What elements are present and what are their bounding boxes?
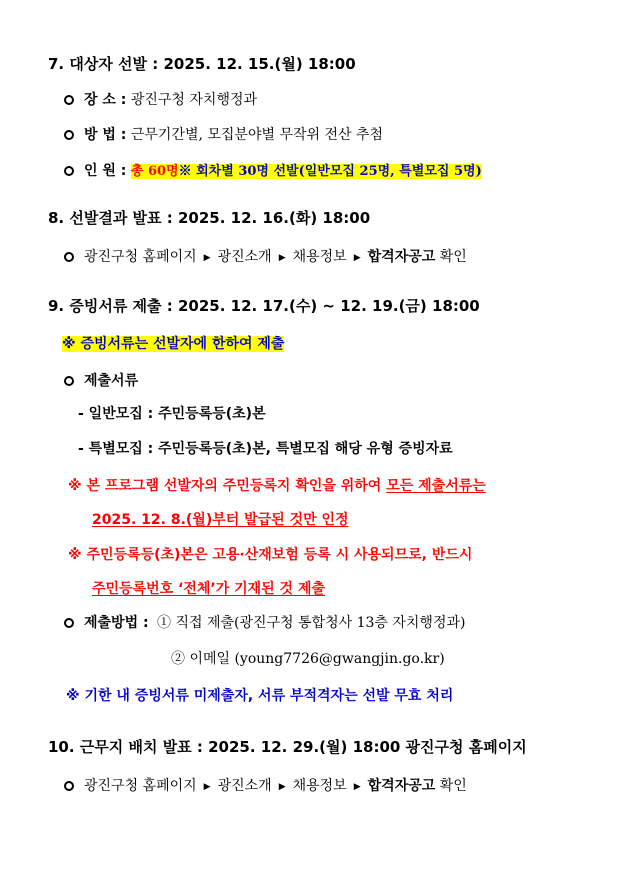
- warning-1-line-2: 2025. 12. 8.(월)부터 발급된 것만 인정: [92, 512, 349, 528]
- path-suffix: 확인: [439, 778, 467, 794]
- section-9-title: 9. 증빙서류 제출 : 2025. 12. 17.(수) ~ 12. 19.(금) 18:00: [48, 297, 480, 315]
- submit-method-label: 제출방법 :: [84, 615, 149, 631]
- triangle-arrow-icon: ▶: [203, 253, 211, 263]
- path-item-3: 채용정보: [292, 249, 347, 265]
- circle-bullet-icon: [64, 130, 74, 140]
- s9-note: [62, 334, 284, 354]
- method-label: 방 법 :: [84, 127, 127, 143]
- triangle-arrow-icon: ▶: [353, 253, 361, 263]
- path-item-3: 채용정보: [292, 778, 347, 794]
- place-label: 장 소 :: [84, 92, 127, 108]
- path-item-2: 광진소개: [217, 249, 272, 265]
- path-item-1: 광진구청 홈페이지: [84, 778, 197, 794]
- s7-method-row: [64, 125, 383, 145]
- submit-method-1: ① 직접 제출(광진구청 통합청사 13층 자치행정과): [157, 615, 466, 631]
- docs-general: - 일반모집 : 주민등록등(초)본: [78, 406, 266, 422]
- s7-place-row: [64, 90, 257, 110]
- circle-bullet-icon: [64, 166, 74, 176]
- circle-bullet-icon: [64, 781, 74, 791]
- triangle-arrow-icon: ▶: [278, 253, 286, 263]
- path-item-4: 합격자공고: [367, 249, 436, 265]
- s9-method-row: [64, 613, 465, 633]
- path-item-1: 광진구청 홈페이지: [84, 249, 197, 265]
- s8-path-row: [64, 247, 467, 268]
- place-value: 광진구청 자치행정과: [130, 92, 258, 108]
- warning-2-line-1: ※ 주민등록등(초)본은 고용·산재보험 등록 시 사용되므로, 반드시: [68, 547, 473, 563]
- triangle-arrow-icon: ▶: [278, 782, 286, 792]
- circle-bullet-icon: [64, 376, 74, 386]
- docs-label: 제출서류: [84, 373, 139, 389]
- s10-path-row: [64, 776, 467, 797]
- docs-special: - 특별모집 : 주민등록등(초)본, 특별모집 해당 유형 증빙자료: [78, 441, 453, 457]
- section-7-title: 7. 대상자 선발 : 2025. 12. 15.(월) 18:00: [48, 55, 356, 73]
- count-label: 인 원 :: [84, 163, 127, 179]
- count-total: 총 60명: [130, 164, 179, 179]
- warning-1-text: ※ 본 프로그램 선발자의 주민등록지 확인을 위하여: [68, 478, 387, 494]
- circle-bullet-icon: [64, 252, 74, 262]
- triangle-arrow-icon: ▶: [353, 782, 361, 792]
- circle-bullet-icon: [64, 95, 74, 105]
- s9-final-note: ※ 기한 내 증빙서류 미제출자, 서류 부적격자는 선발 무효 처리: [66, 688, 454, 704]
- submit-method-2: ② 이메일 (young7726@gwangjin.go.kr): [171, 651, 445, 667]
- s9-docs-row: [64, 371, 138, 391]
- count-detail: ※ 회차별 30명 선발(일반모집 25명, 특별모집 5명): [178, 164, 482, 179]
- s9-note-text: ※ 증빙서류는 선발자에 한하여 제출: [62, 336, 285, 352]
- path-item-4: 합격자공고: [367, 778, 436, 794]
- section-8-title: 8. 선발결과 발표 : 2025. 12. 16.(화) 18:00: [48, 209, 371, 227]
- warning-2-line-2: 주민등록번호 ‘전체’가 기재된 것 제출: [92, 581, 325, 597]
- circle-bullet-icon: [64, 618, 74, 628]
- s7-count-row: [64, 161, 482, 182]
- path-suffix: 확인: [439, 249, 467, 265]
- path-item-2: 광진소개: [217, 778, 272, 794]
- warning-1-underlined: 모든 제출서류는: [386, 478, 486, 494]
- warning-1-line-1: [68, 476, 486, 496]
- method-value: 근무기간별, 모집분야별 무작위 전산 추첨: [130, 127, 384, 143]
- triangle-arrow-icon: ▶: [203, 782, 211, 792]
- section-10-title: 10. 근무지 배치 발표 : 2025. 12. 29.(월) 18:00 광진구청 홈페이지: [48, 738, 527, 756]
